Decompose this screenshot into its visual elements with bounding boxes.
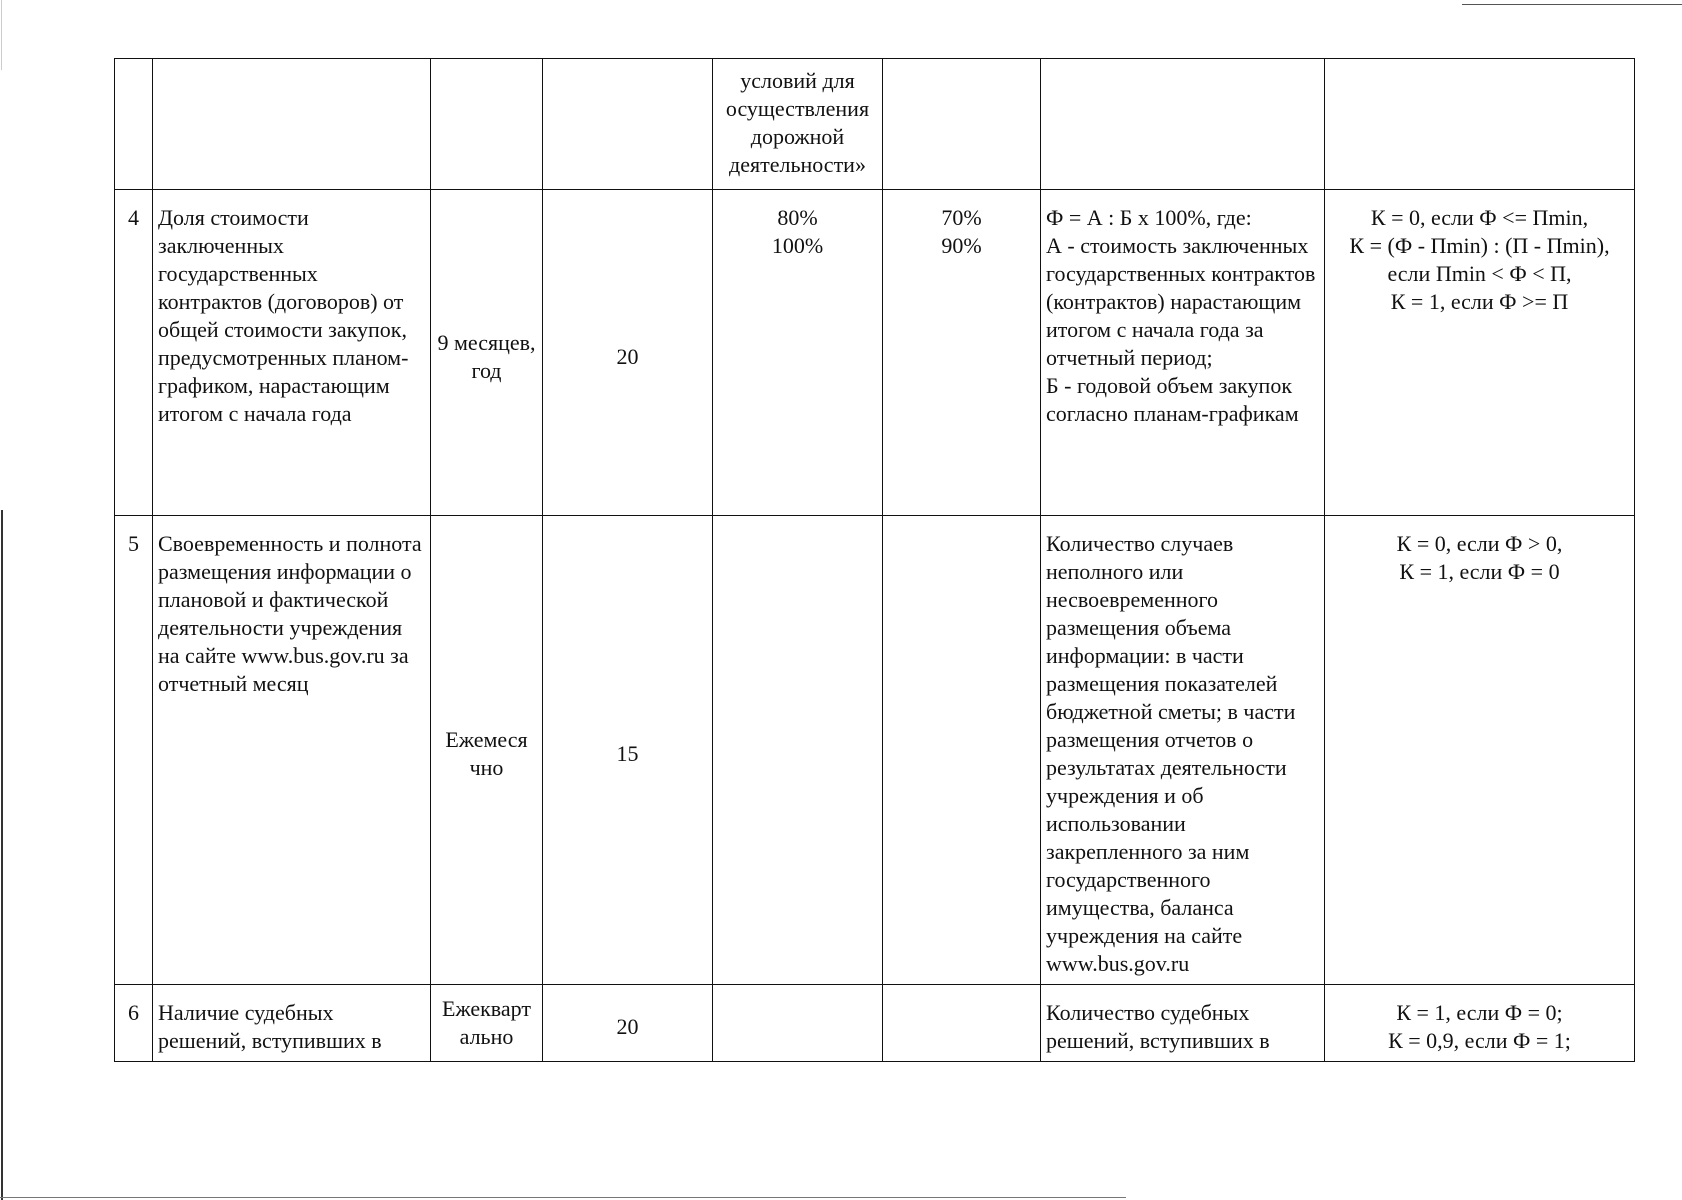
criteria-table (114, 58, 1635, 1062)
criterion-coefficient: К = 0, если Ф <= Пmin, К = (Ф - Пmin) : (П - Пmin), если Пmin < Ф < П, К = 1, если Ф >= П (1325, 190, 1635, 516)
cell-coefficient (1325, 59, 1635, 190)
criterion-target: 80% 100% (713, 190, 883, 516)
criterion-period: Ежекварт ально (431, 985, 543, 1062)
criterion-name: Своевременность и полнота размещения информации о плановой и фактической деятельности учреждения на сайте www.bus.gov.ru за отчетный месяц (153, 516, 431, 985)
criterion-weight: 15 (543, 516, 713, 985)
criterion-formula: Количество случаев неполного или несвоевременного размещения объема информации: в части размещения показателей бюджетной сметы; в части размещения отчетов о результатах деятельности учреждения и об использовании закрепленного за ним государственного имущества, баланса учреждения на сайте www.bus.gov.ru (1041, 516, 1325, 985)
table-row (115, 985, 1635, 1062)
cell-period (431, 59, 543, 190)
cell-name (153, 59, 431, 190)
criterion-min-target: 70% 90% (883, 190, 1041, 516)
scan-edge-left (1, 510, 3, 1200)
scan-edge-left-top (1, 0, 2, 70)
criterion-name: Доля стоимости заключенных государственных контрактов (договоров) от общей стоимости закупок, предусмотренных планом-графиком, нарастающим итогом с начала года (153, 190, 431, 516)
row-number: 6 (115, 985, 153, 1062)
cell-weight (543, 59, 713, 190)
row-number: 5 (115, 516, 153, 985)
criterion-formula: Количество судебных решений, вступивших в (1041, 985, 1325, 1062)
cell-min-target (883, 59, 1041, 190)
criterion-target (713, 985, 883, 1062)
criterion-coefficient: К = 1, если Ф = 0; К = 0,9, если Ф = 1; (1325, 985, 1635, 1062)
row-number: 4 (115, 190, 153, 516)
scan-edge-top (1462, 4, 1682, 5)
scan-edge-bottom (0, 1197, 1126, 1198)
cell-formula (1041, 59, 1325, 190)
table-row (115, 190, 1635, 516)
criterion-min-target (883, 985, 1041, 1062)
criterion-name: Наличие судебных решений, вступивших в (153, 985, 431, 1062)
cell-num (115, 59, 153, 190)
criterion-formula: Ф = А : Б x 100%, где: А - стоимость заключенных государственных контрактов (контрактов) нарастающим итогом с начала года за отчетный период; Б - годовой объем закупок согласно планам-графикам (1041, 190, 1325, 516)
criterion-weight: 20 (543, 190, 713, 516)
criterion-period: Ежемеся чно (431, 516, 543, 985)
cell-target: условий для осуществления дорожной деятельности» (713, 59, 883, 190)
criterion-target (713, 516, 883, 985)
criterion-weight: 20 (543, 985, 713, 1062)
criterion-period: 9 месяцев, год (431, 190, 543, 516)
criterion-min-target (883, 516, 1041, 985)
table-row (115, 516, 1635, 985)
table-row-continuation (115, 59, 1635, 190)
criterion-coefficient: К = 0, если Ф > 0, К = 1, если Ф = 0 (1325, 516, 1635, 985)
